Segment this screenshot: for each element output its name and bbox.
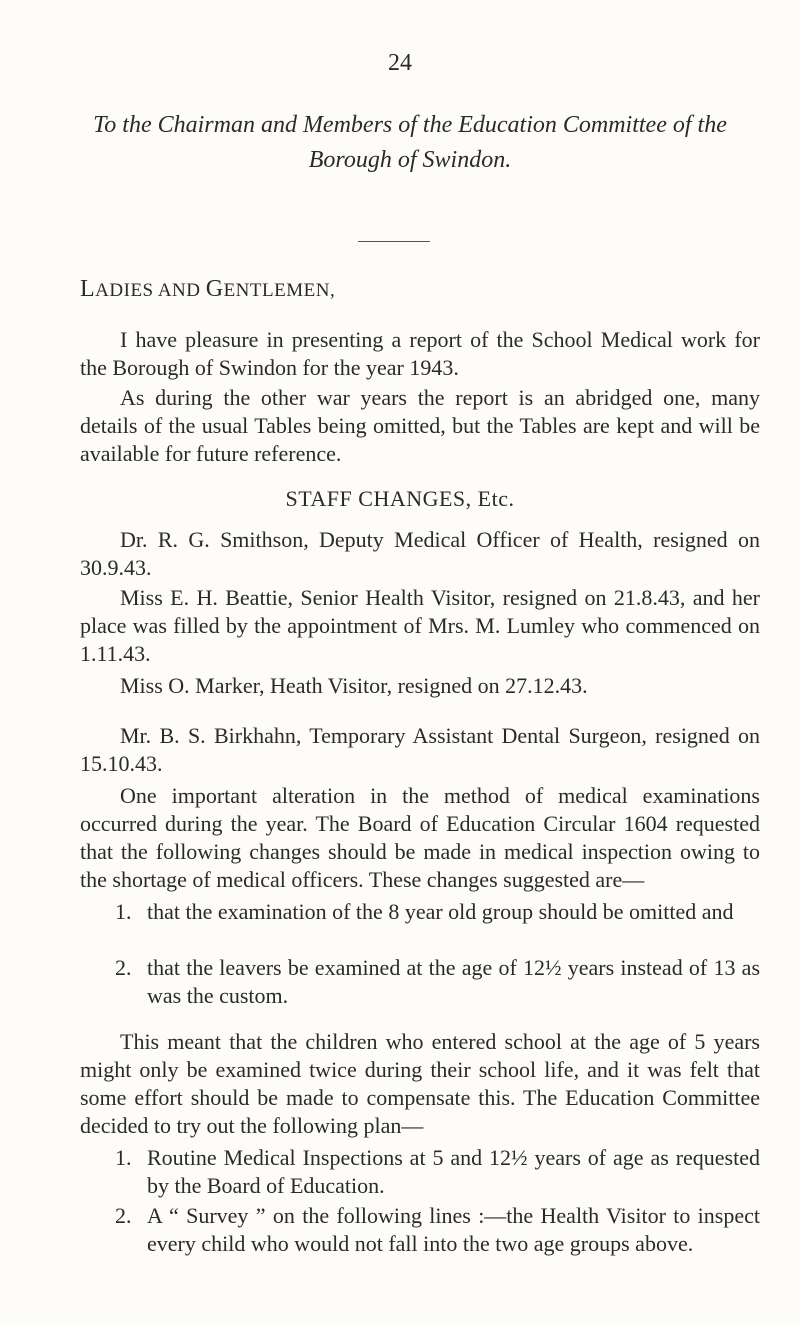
staff-change-item: Dr. R. G. Smithson, Deputy Medical Officer of Health, resigned on 30.9.43. (80, 527, 760, 580)
list-item: 1. Routine Medical Inspections at 5 and 12½ years of age as requested by the Board of Education. (115, 1145, 760, 1198)
staff-change-item: Miss E. H. Beattie, Senior Health Visitor, resigned on 21.8.43, and her place was filled by the appointment of Mrs. M. Lumley who commenced on 1.11.43. (80, 585, 760, 666)
intro-paragraph: I have pleasure in presenting a report of the School Medical work for the Borough of Swindon for the year 1943. (80, 327, 760, 380)
staff-change-item: Miss O. Marker, Heath Visitor, resigned on 27.12.43. (120, 673, 588, 698)
divider-rule (358, 241, 430, 242)
salutation: LADIES AND GENTLEMEN, (80, 276, 336, 302)
address-line-2: Borough of Swindon. (308, 147, 512, 173)
list-item: 2. that the leavers be examined at the age of 12½ years instead of 13 as was the custom. (115, 955, 760, 1008)
address-line-1: To the Chairman and Members of the Education Committee of the (93, 112, 727, 138)
alteration-paragraph: One important alteration in the method of medical examinations occurred during the year. The Board of Education Circular 1604 requested that the following changes should be made in medical inspection owing to the shortage of medical officers. These changes suggested are— (80, 783, 760, 892)
list-item: 2. A “ Survey ” on the following lines :—the Health Visitor to inspect every child who would not fall into the two age groups above. (115, 1203, 760, 1256)
section-heading: STAFF CHANGES, Etc. (285, 486, 515, 511)
page-number: 24 (388, 50, 412, 76)
list-item: 1. that the examination of the 8 year old group should be omitted and (115, 899, 734, 924)
meaning-paragraph: This meant that the children who entered school at the age of 5 years might only be examined twice during their school life, and it was felt that some effort should be made to compensate this. The Education Committee decided to try out the following plan— (80, 1029, 760, 1138)
address-block (60, 108, 760, 178)
staff-change-item: Mr. B. S. Birkhahn, Temporary Assistant Dental Surgeon, resigned on 15.10.43. (80, 723, 760, 776)
abridged-paragraph: As during the other war years the report is an abridged one, many details of the usual Tables being omitted, but the Tables are kept and will be available for future reference. (80, 385, 760, 466)
